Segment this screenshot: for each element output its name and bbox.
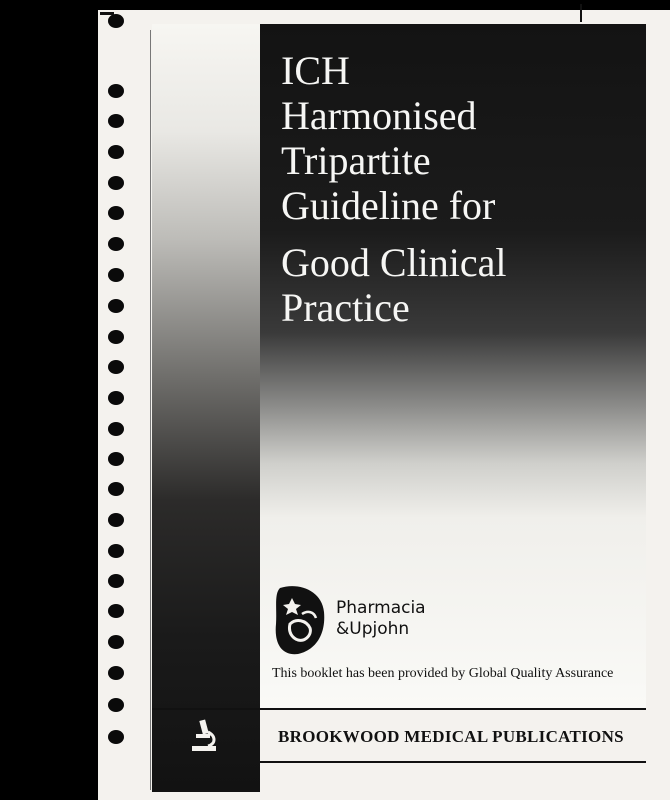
pharmacia-upjohn-logo-icon <box>272 584 328 656</box>
subtitle-line: Practice <box>281 285 410 330</box>
sponsor-note: This booklet has been provided by Global Quality Assurance <box>272 666 614 681</box>
binding-holes <box>108 14 128 794</box>
cover-spine-gradient <box>152 24 260 792</box>
sponsor-brand <box>336 598 426 640</box>
divider-line <box>260 761 646 763</box>
margin-rule <box>150 30 151 790</box>
subtitle-line: Good Clinical <box>281 240 507 285</box>
scan-artifact <box>100 12 114 15</box>
brand-line: &Upjohn <box>336 619 410 639</box>
title-line: Guideline for <box>281 183 496 228</box>
publisher-name: BROOKWOOD MEDICAL PUBLICATIONS <box>278 727 624 746</box>
title-line: Tripartite <box>281 138 431 183</box>
cover-title <box>281 48 641 330</box>
brand-line: Pharmacia <box>336 598 426 618</box>
title-line: Harmonised <box>281 93 477 138</box>
microscope-icon <box>190 718 218 752</box>
scan-artifact <box>580 4 582 22</box>
divider-line <box>152 708 646 710</box>
title-line: ICH <box>281 48 350 93</box>
